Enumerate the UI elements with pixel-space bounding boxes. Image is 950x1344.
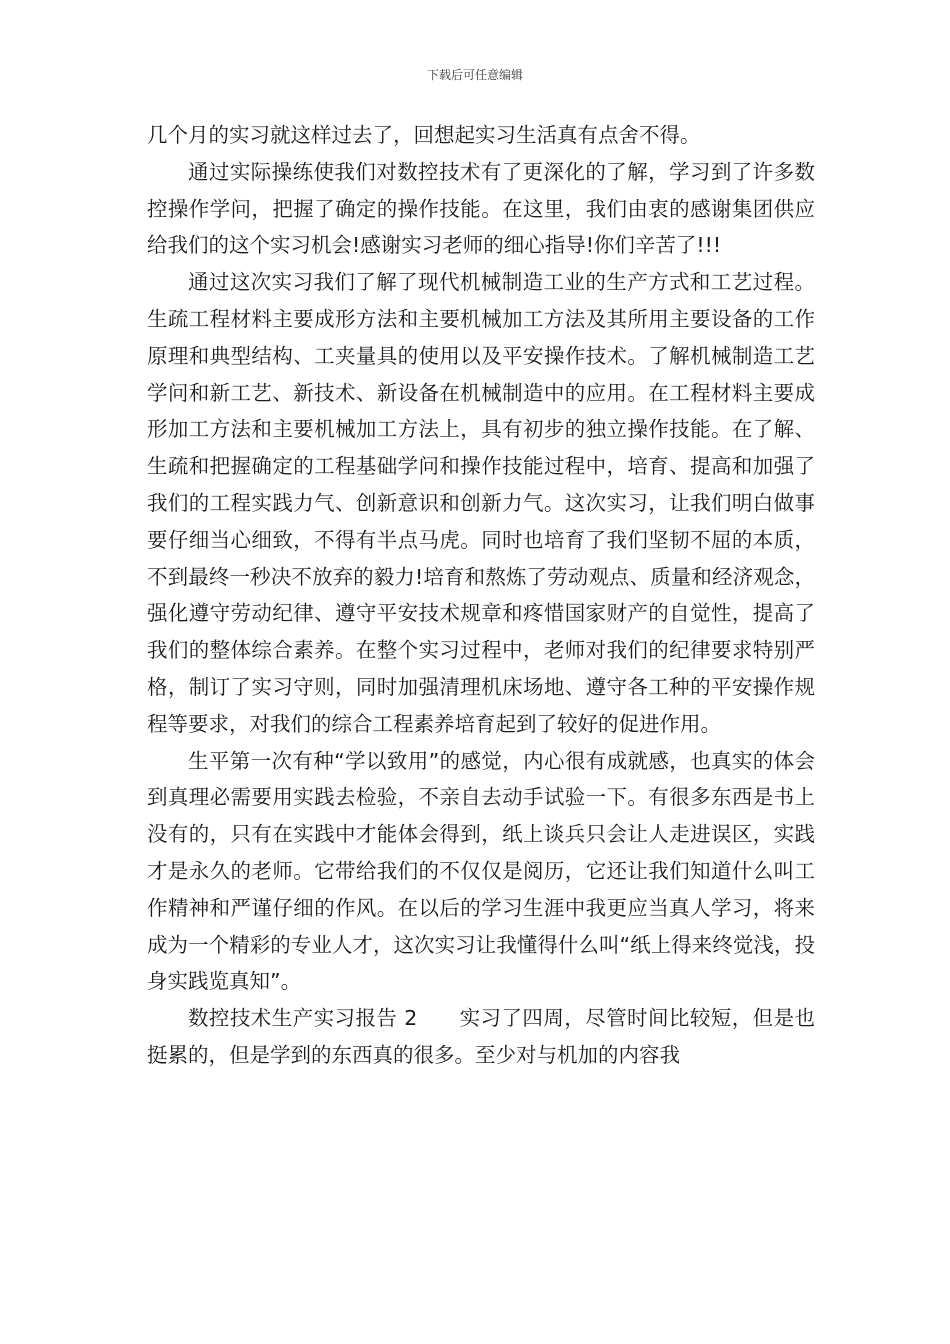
page-header: 下载后可任意编辑 — [426, 68, 523, 82]
paragraph-5: 数控技术生产实习报告 2 实习了四周，尽管时间比较短，但是也挺累的，但是学到的东西真的很多。至少对与机加的内容我 — [147, 1006, 815, 1067]
paragraph-4: 生平第一次有种“学以致用”的感觉，内心很有成就感，也真实的体会到真理必需要用实践去检验，不亲自去动手试验一下。有很多东西是书上没有的，只有在实践中才能体会得到，纸上谈兵只会让人走进误区，实践才是永久的老师。它带给我们的不仅仅是阅历，它还让我们知道什么叫工作精神和严谨仔细的作风。在以后的学习生涯中我更应当真人学习，将来成为一个精彩的专业人才，这次实习让我懂得什么叫“纸上得来终觉浅，投身实践览真知”。 — [147, 748, 815, 994]
paragraph-3: 通过这次实习我们了解了现代机械制造工业的生产方式和工艺过程。生疏工程材料主要成形方法和主要机械加工方法及其所用主要设备的工作原理和典型结构、工夹量具的使用以及平安操作技术。了解机械制造工艺学问和新工艺、新技术、新设备在机械制造中的应用。在工程材料主要成形加工方法和主要机械加工方法上，具有初步的独立操作技能。在了解、生疏和把握确定的工程基础学问和操作技能过程中，培育、提高和加强了我们的工程实践力气、创新意识和创新力气。这次实习，让我们明白做事要仔细当心细致，不得有半点马虎。同时也培育了我们坚韧不屈的本质，不到最终一秒决不放弃的毅力!培育和熬炼了劳动观点、质量和经济观念，强化遵守劳动纪律、遵守平安技术规章和疼惜国家财产的自觉性，提高了我们的整体综合素养。在整个实习过程中，老师对我们的纪律要求特别严格，制订了实习守则，同时加强清理机床场地、遵守各工种的平安操作规程等要求，对我们的综合工程素养培育起到了较好的促进作用。 — [147, 270, 815, 736]
paragraph-1: 几个月的实习就这样过去了，回想起实习生活真有点舍不得。 — [147, 123, 701, 147]
paragraph-2: 通过实际操练使我们对数控技术有了更深化的了解，学习到了许多数控操作学问，把握了确定的操作技能。在这里，我们由衷的感谢集团供应给我们的这个实习机会!感谢实习老师的细心指导!你们辛苦了!!! — [147, 159, 815, 258]
document-body — [147, 117, 815, 1074]
